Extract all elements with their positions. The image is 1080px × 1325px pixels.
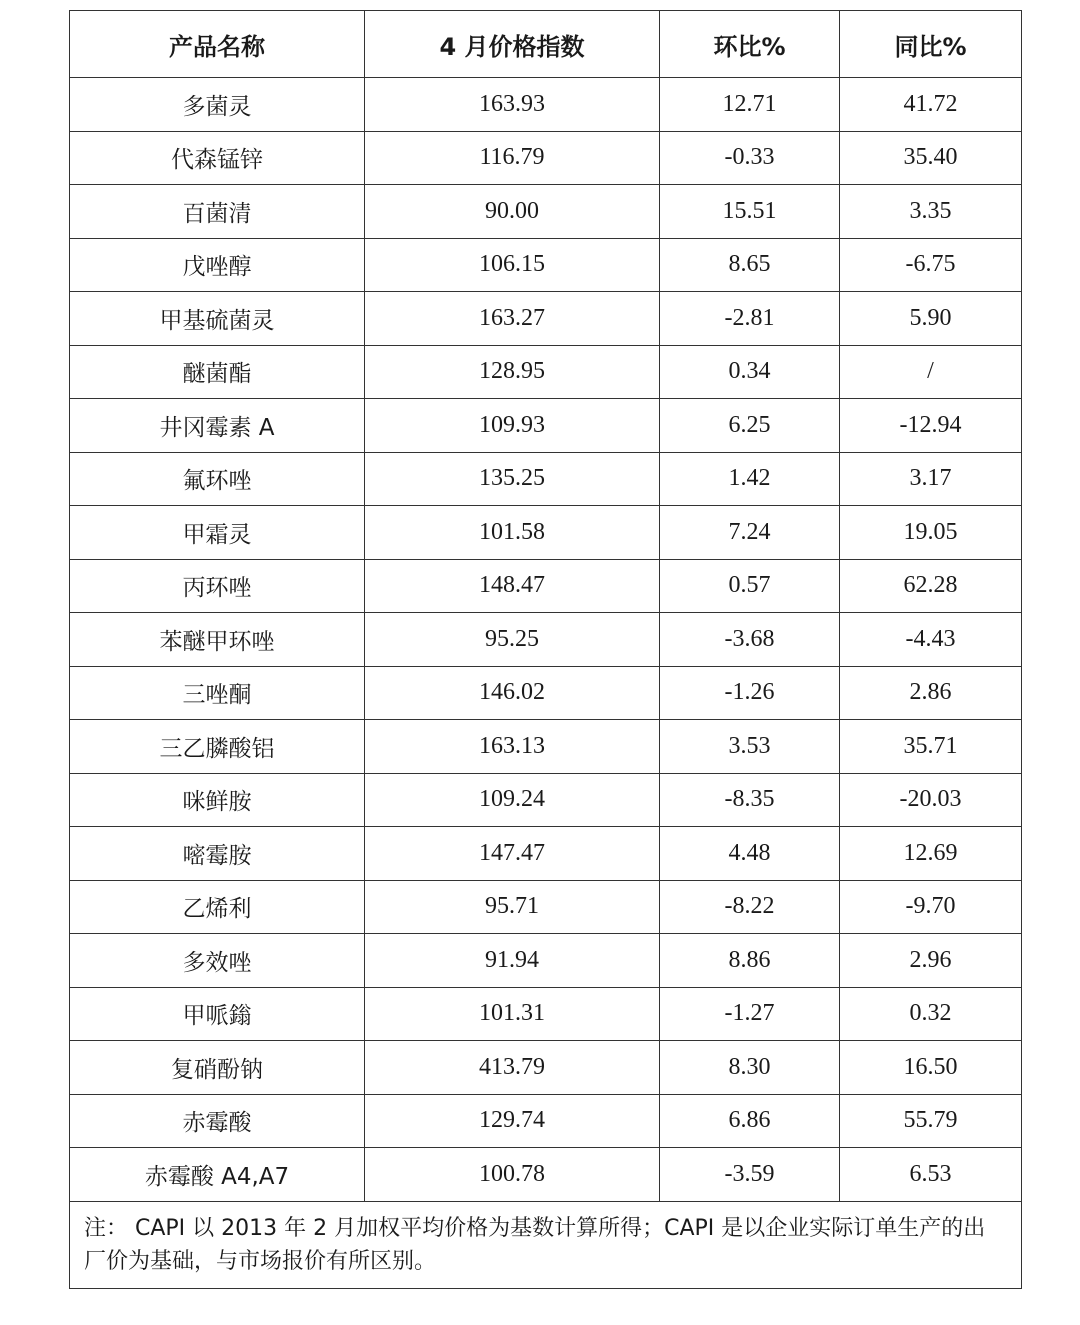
product-name-cell: 甲哌鎓: [70, 987, 365, 1041]
product-name-cell: 三乙膦酸铝: [70, 720, 365, 774]
month-on-month-cell: 0.57: [660, 559, 840, 613]
month-on-month-cell: -0.33: [660, 131, 840, 185]
table-row: [70, 238, 1022, 292]
year-on-year-cell: 3.17: [840, 452, 1022, 506]
table-row: [70, 773, 1022, 827]
table-row: [70, 452, 1022, 506]
year-on-year-cell: 6.53: [840, 1148, 1022, 1202]
price-index-cell: 90.00: [365, 185, 660, 239]
year-on-year-cell: 5.90: [840, 292, 1022, 346]
table-row: [70, 78, 1022, 132]
product-name-cell: 井冈霉素 A: [70, 399, 365, 453]
table-row: [70, 559, 1022, 613]
month-on-month-cell: 1.42: [660, 452, 840, 506]
month-on-month-cell: 8.65: [660, 238, 840, 292]
price-index-cell: 129.74: [365, 1094, 660, 1148]
product-name-cell: 氟环唑: [70, 452, 365, 506]
header-product-name: 产品名称: [70, 11, 365, 78]
price-index-table-container: [69, 10, 1021, 1289]
year-on-year-cell: 62.28: [840, 559, 1022, 613]
table-row: [70, 131, 1022, 185]
year-on-year-cell: -20.03: [840, 773, 1022, 827]
table-row: [70, 1041, 1022, 1095]
price-index-cell: 101.31: [365, 987, 660, 1041]
month-on-month-cell: -3.68: [660, 613, 840, 667]
table-row: [70, 666, 1022, 720]
product-name-cell: 多效唑: [70, 934, 365, 988]
price-index-cell: 163.93: [365, 78, 660, 132]
year-on-year-cell: 19.05: [840, 506, 1022, 560]
year-on-year-cell: 35.71: [840, 720, 1022, 774]
product-name-cell: 醚菌酯: [70, 345, 365, 399]
table-header-row: [70, 11, 1022, 78]
year-on-year-cell: /: [840, 345, 1022, 399]
month-on-month-cell: 7.24: [660, 506, 840, 560]
product-name-cell: 赤霉酸: [70, 1094, 365, 1148]
month-on-month-cell: 6.86: [660, 1094, 840, 1148]
month-on-month-cell: -1.26: [660, 666, 840, 720]
table-row: [70, 987, 1022, 1041]
header-month-on-month: 环比%: [660, 11, 840, 78]
product-name-cell: 甲基硫菌灵: [70, 292, 365, 346]
table-row: [70, 880, 1022, 934]
price-index-cell: 163.27: [365, 292, 660, 346]
year-on-year-cell: 2.96: [840, 934, 1022, 988]
month-on-month-cell: 8.86: [660, 934, 840, 988]
product-name-cell: 多菌灵: [70, 78, 365, 132]
month-on-month-cell: 3.53: [660, 720, 840, 774]
year-on-year-cell: -9.70: [840, 880, 1022, 934]
table-row: [70, 1094, 1022, 1148]
month-on-month-cell: 12.71: [660, 78, 840, 132]
month-on-month-cell: 15.51: [660, 185, 840, 239]
table-row: [70, 506, 1022, 560]
year-on-year-cell: 2.86: [840, 666, 1022, 720]
table-row: [70, 185, 1022, 239]
product-name-cell: 乙烯利: [70, 880, 365, 934]
table-body: [70, 78, 1022, 1202]
table-row: [70, 345, 1022, 399]
year-on-year-cell: 0.32: [840, 987, 1022, 1041]
price-index-cell: 101.58: [365, 506, 660, 560]
price-index-cell: 135.25: [365, 452, 660, 506]
price-index-cell: 163.13: [365, 720, 660, 774]
month-on-month-cell: -2.81: [660, 292, 840, 346]
year-on-year-cell: -12.94: [840, 399, 1022, 453]
month-on-month-cell: 0.34: [660, 345, 840, 399]
product-name-cell: 复硝酚钠: [70, 1041, 365, 1095]
table-note-row: [70, 1201, 1022, 1288]
year-on-year-cell: 35.40: [840, 131, 1022, 185]
price-index-cell: 106.15: [365, 238, 660, 292]
table-row: [70, 827, 1022, 881]
price-index-cell: 109.93: [365, 399, 660, 453]
month-on-month-cell: -8.35: [660, 773, 840, 827]
product-name-cell: 咪鲜胺: [70, 773, 365, 827]
month-on-month-cell: 8.30: [660, 1041, 840, 1095]
price-index-cell: 148.47: [365, 559, 660, 613]
table-row: [70, 720, 1022, 774]
year-on-year-cell: -6.75: [840, 238, 1022, 292]
price-index-cell: 413.79: [365, 1041, 660, 1095]
year-on-year-cell: 16.50: [840, 1041, 1022, 1095]
table-row: [70, 1148, 1022, 1202]
header-year-on-year: 同比%: [840, 11, 1022, 78]
table-note: 注： CAPI 以 2013 年 2 月加权平均价格为基数计算所得；CAPI 是以企业实际订单生产的出厂价为基础，与市场报价有所区别。: [70, 1201, 1022, 1288]
table-row: [70, 613, 1022, 667]
price-index-cell: 146.02: [365, 666, 660, 720]
table-row: [70, 399, 1022, 453]
product-name-cell: 赤霉酸 A4,A7: [70, 1148, 365, 1202]
product-name-cell: 百菌清: [70, 185, 365, 239]
month-on-month-cell: 4.48: [660, 827, 840, 881]
month-on-month-cell: -3.59: [660, 1148, 840, 1202]
year-on-year-cell: -4.43: [840, 613, 1022, 667]
price-index-cell: 116.79: [365, 131, 660, 185]
price-index-cell: 109.24: [365, 773, 660, 827]
product-name-cell: 苯醚甲环唑: [70, 613, 365, 667]
month-on-month-cell: -8.22: [660, 880, 840, 934]
product-name-cell: 三唑酮: [70, 666, 365, 720]
price-index-cell: 100.78: [365, 1148, 660, 1202]
year-on-year-cell: 55.79: [840, 1094, 1022, 1148]
year-on-year-cell: 41.72: [840, 78, 1022, 132]
price-index-table: [69, 10, 1022, 1289]
header-price-index: 4 月价格指数: [365, 11, 660, 78]
month-on-month-cell: -1.27: [660, 987, 840, 1041]
table-row: [70, 934, 1022, 988]
table-row: [70, 292, 1022, 346]
price-index-cell: 91.94: [365, 934, 660, 988]
product-name-cell: 代森锰锌: [70, 131, 365, 185]
price-index-cell: 128.95: [365, 345, 660, 399]
price-index-cell: 95.71: [365, 880, 660, 934]
year-on-year-cell: 12.69: [840, 827, 1022, 881]
product-name-cell: 戊唑醇: [70, 238, 365, 292]
product-name-cell: 甲霜灵: [70, 506, 365, 560]
price-index-cell: 147.47: [365, 827, 660, 881]
month-on-month-cell: 6.25: [660, 399, 840, 453]
price-index-cell: 95.25: [365, 613, 660, 667]
year-on-year-cell: 3.35: [840, 185, 1022, 239]
product-name-cell: 嘧霉胺: [70, 827, 365, 881]
product-name-cell: 丙环唑: [70, 559, 365, 613]
